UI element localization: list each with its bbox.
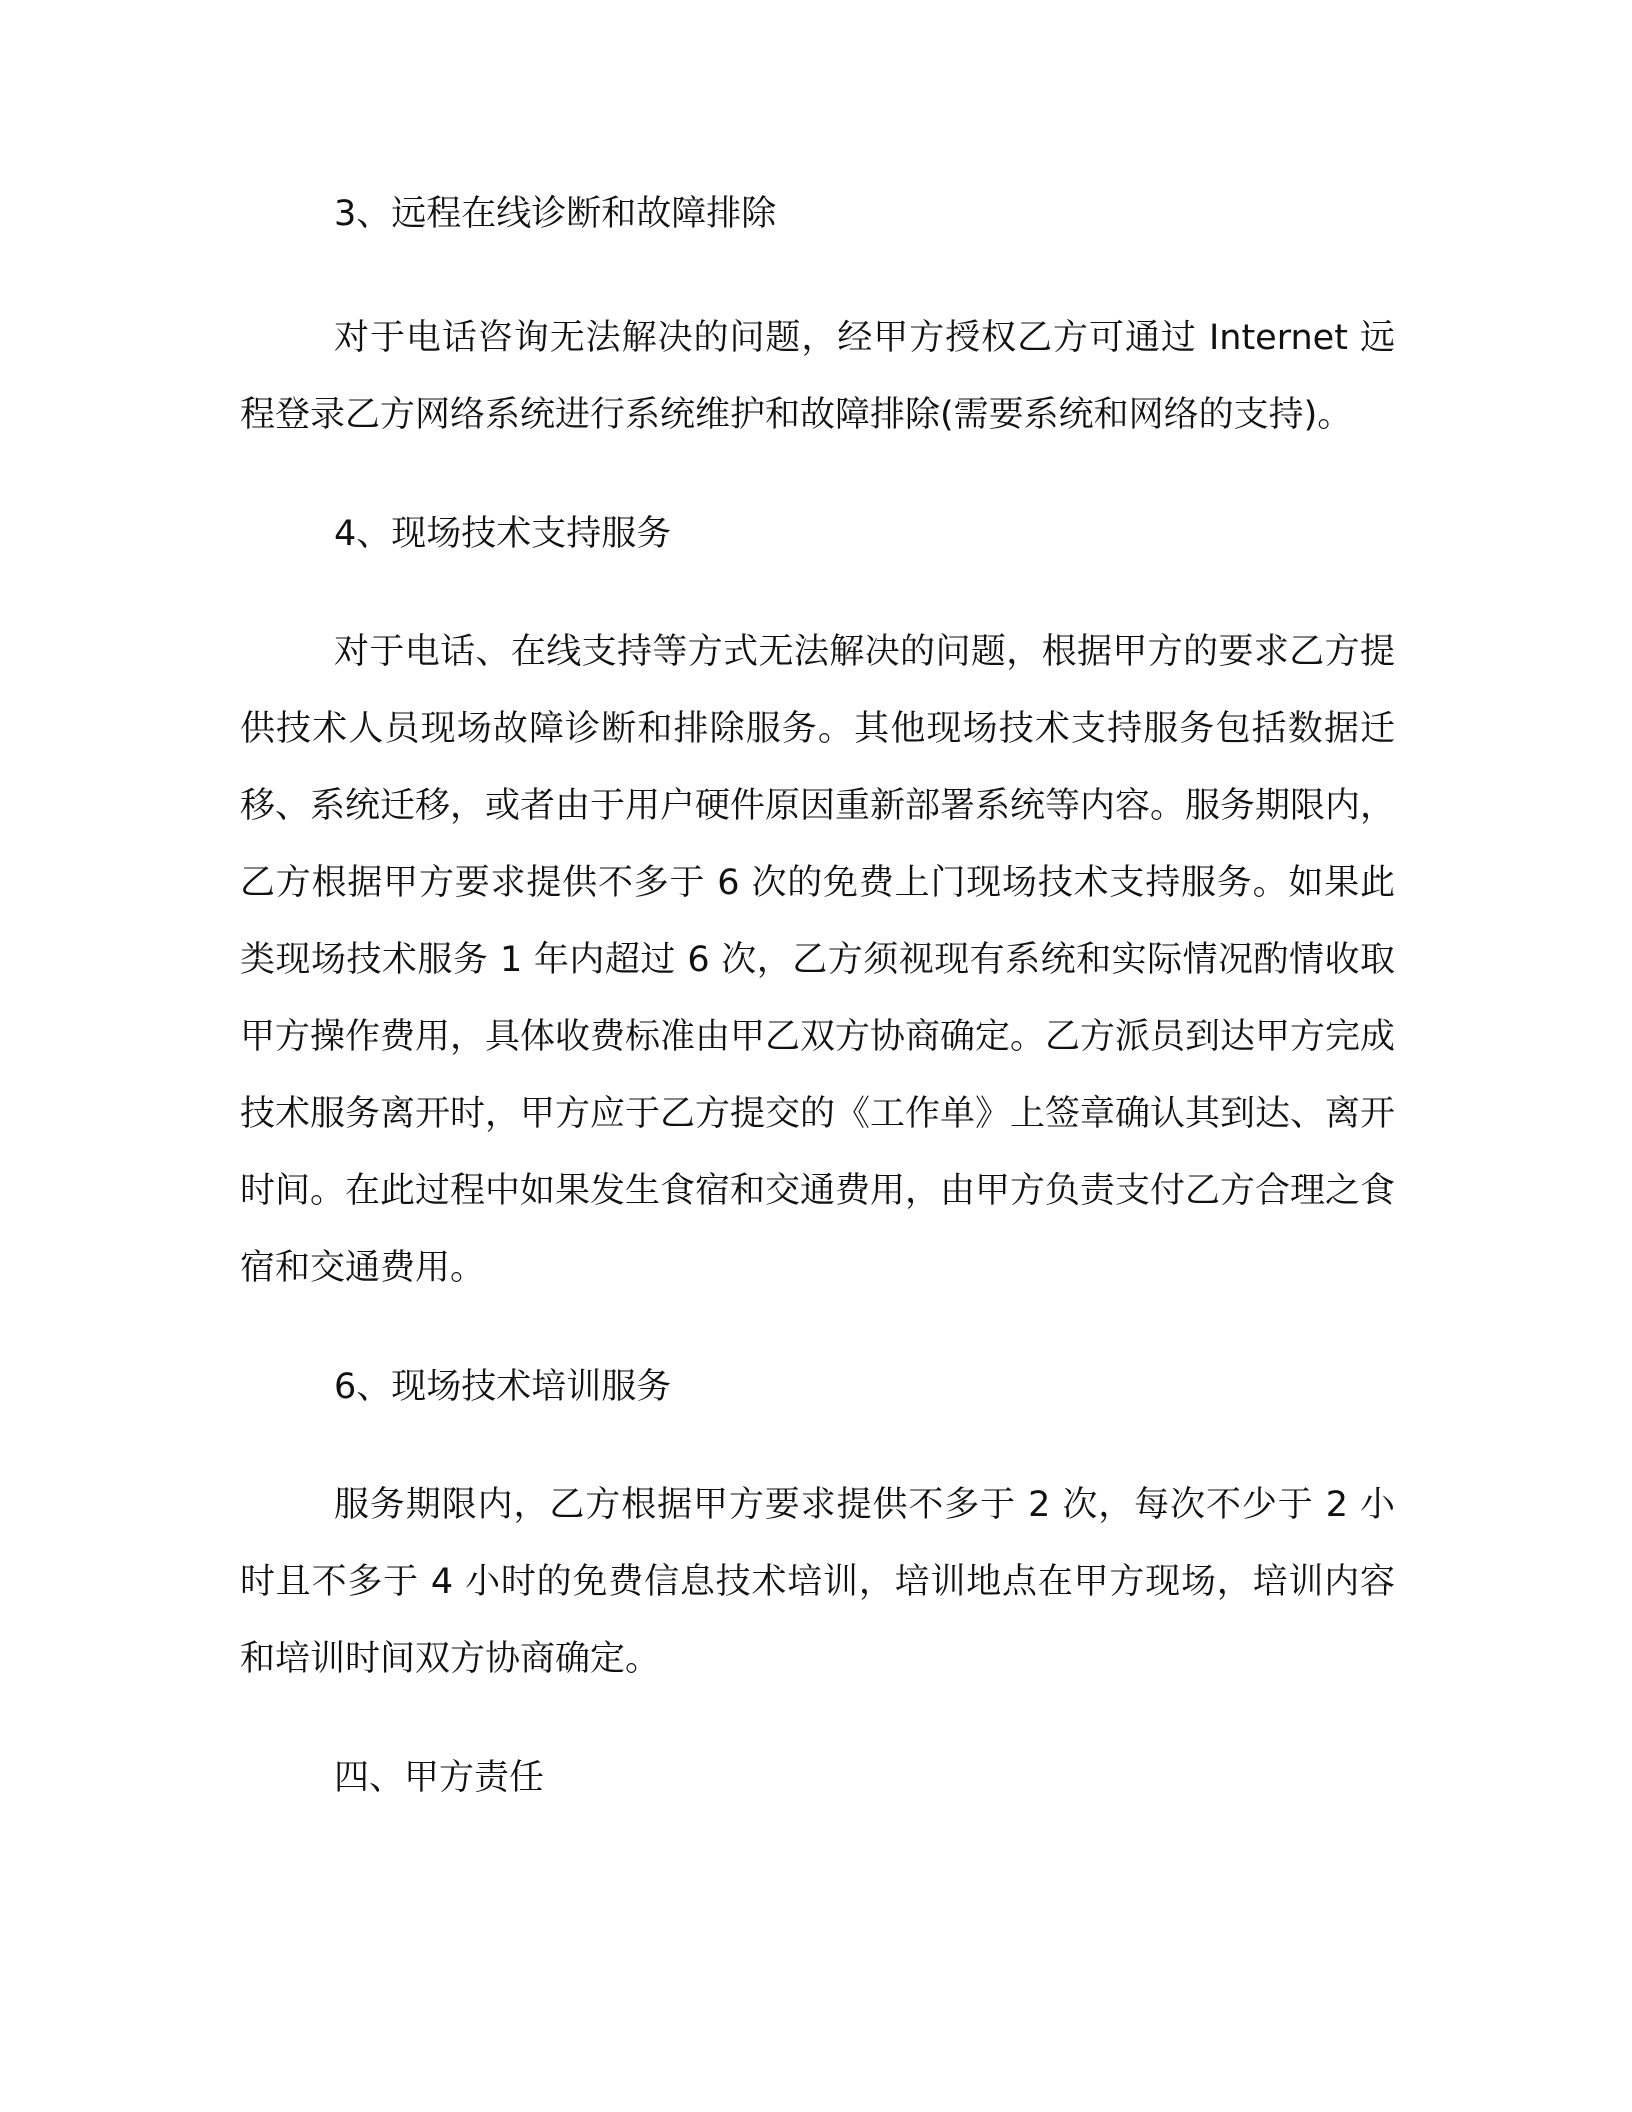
section-paragraph-remote-diagnosis: 对于电话咨询无法解决的问题，经甲方授权乙方可通过 Internet 远程登录乙方网络系统进行系统维护和故障排除(需要系统和网络的支持)。 xyxy=(240,318,1395,435)
section-paragraph-onsite-training: 服务期限内，乙方根据甲方要求提供不多于 2 次，每次不少于 2 小时且不多于 4 小时的免费信息技术培训，培训地点在甲方现场，培训内容和培训时间双方协商确定。 xyxy=(240,1485,1395,1679)
document-body xyxy=(240,190,1395,1802)
section-heading-remote-diagnosis: 3、远程在线诊断和故障排除 xyxy=(334,194,777,234)
section-paragraph-onsite-support: 对于电话、在线支持等方式无法解决的问题，根据甲方的要求乙方提供技术人员现场故障诊断和排除服务。其他现场技术支持服务包括数据迁移、系统迁移，或者由于用户硬件原因重新部署系统等内容。服务期限内，乙方根据甲方要求提供不多于 6 次的免费上门现场技术支持服务。如果此类现场技术服务 1 年内超过 6 次，乙方须视现有系统和实际情况酌情收取甲方操作费用，具体收费标准由甲乙双方协商确定。乙方派员到达甲方完成技术服务离开时，甲方应于乙方提交的《工作单》上签章确认其到达、离开时间。在此过程中如果发生食宿和交通费用，由甲方负责支付乙方合理之食宿和交通费用。 xyxy=(240,632,1396,1288)
section-heading-party-a-responsibility: 四、甲方责任 xyxy=(334,1758,545,1798)
section-heading-onsite-support: 4、现场技术支持服务 xyxy=(334,514,672,554)
section-heading-onsite-training: 6、现场技术培训服务 xyxy=(334,1367,672,1407)
